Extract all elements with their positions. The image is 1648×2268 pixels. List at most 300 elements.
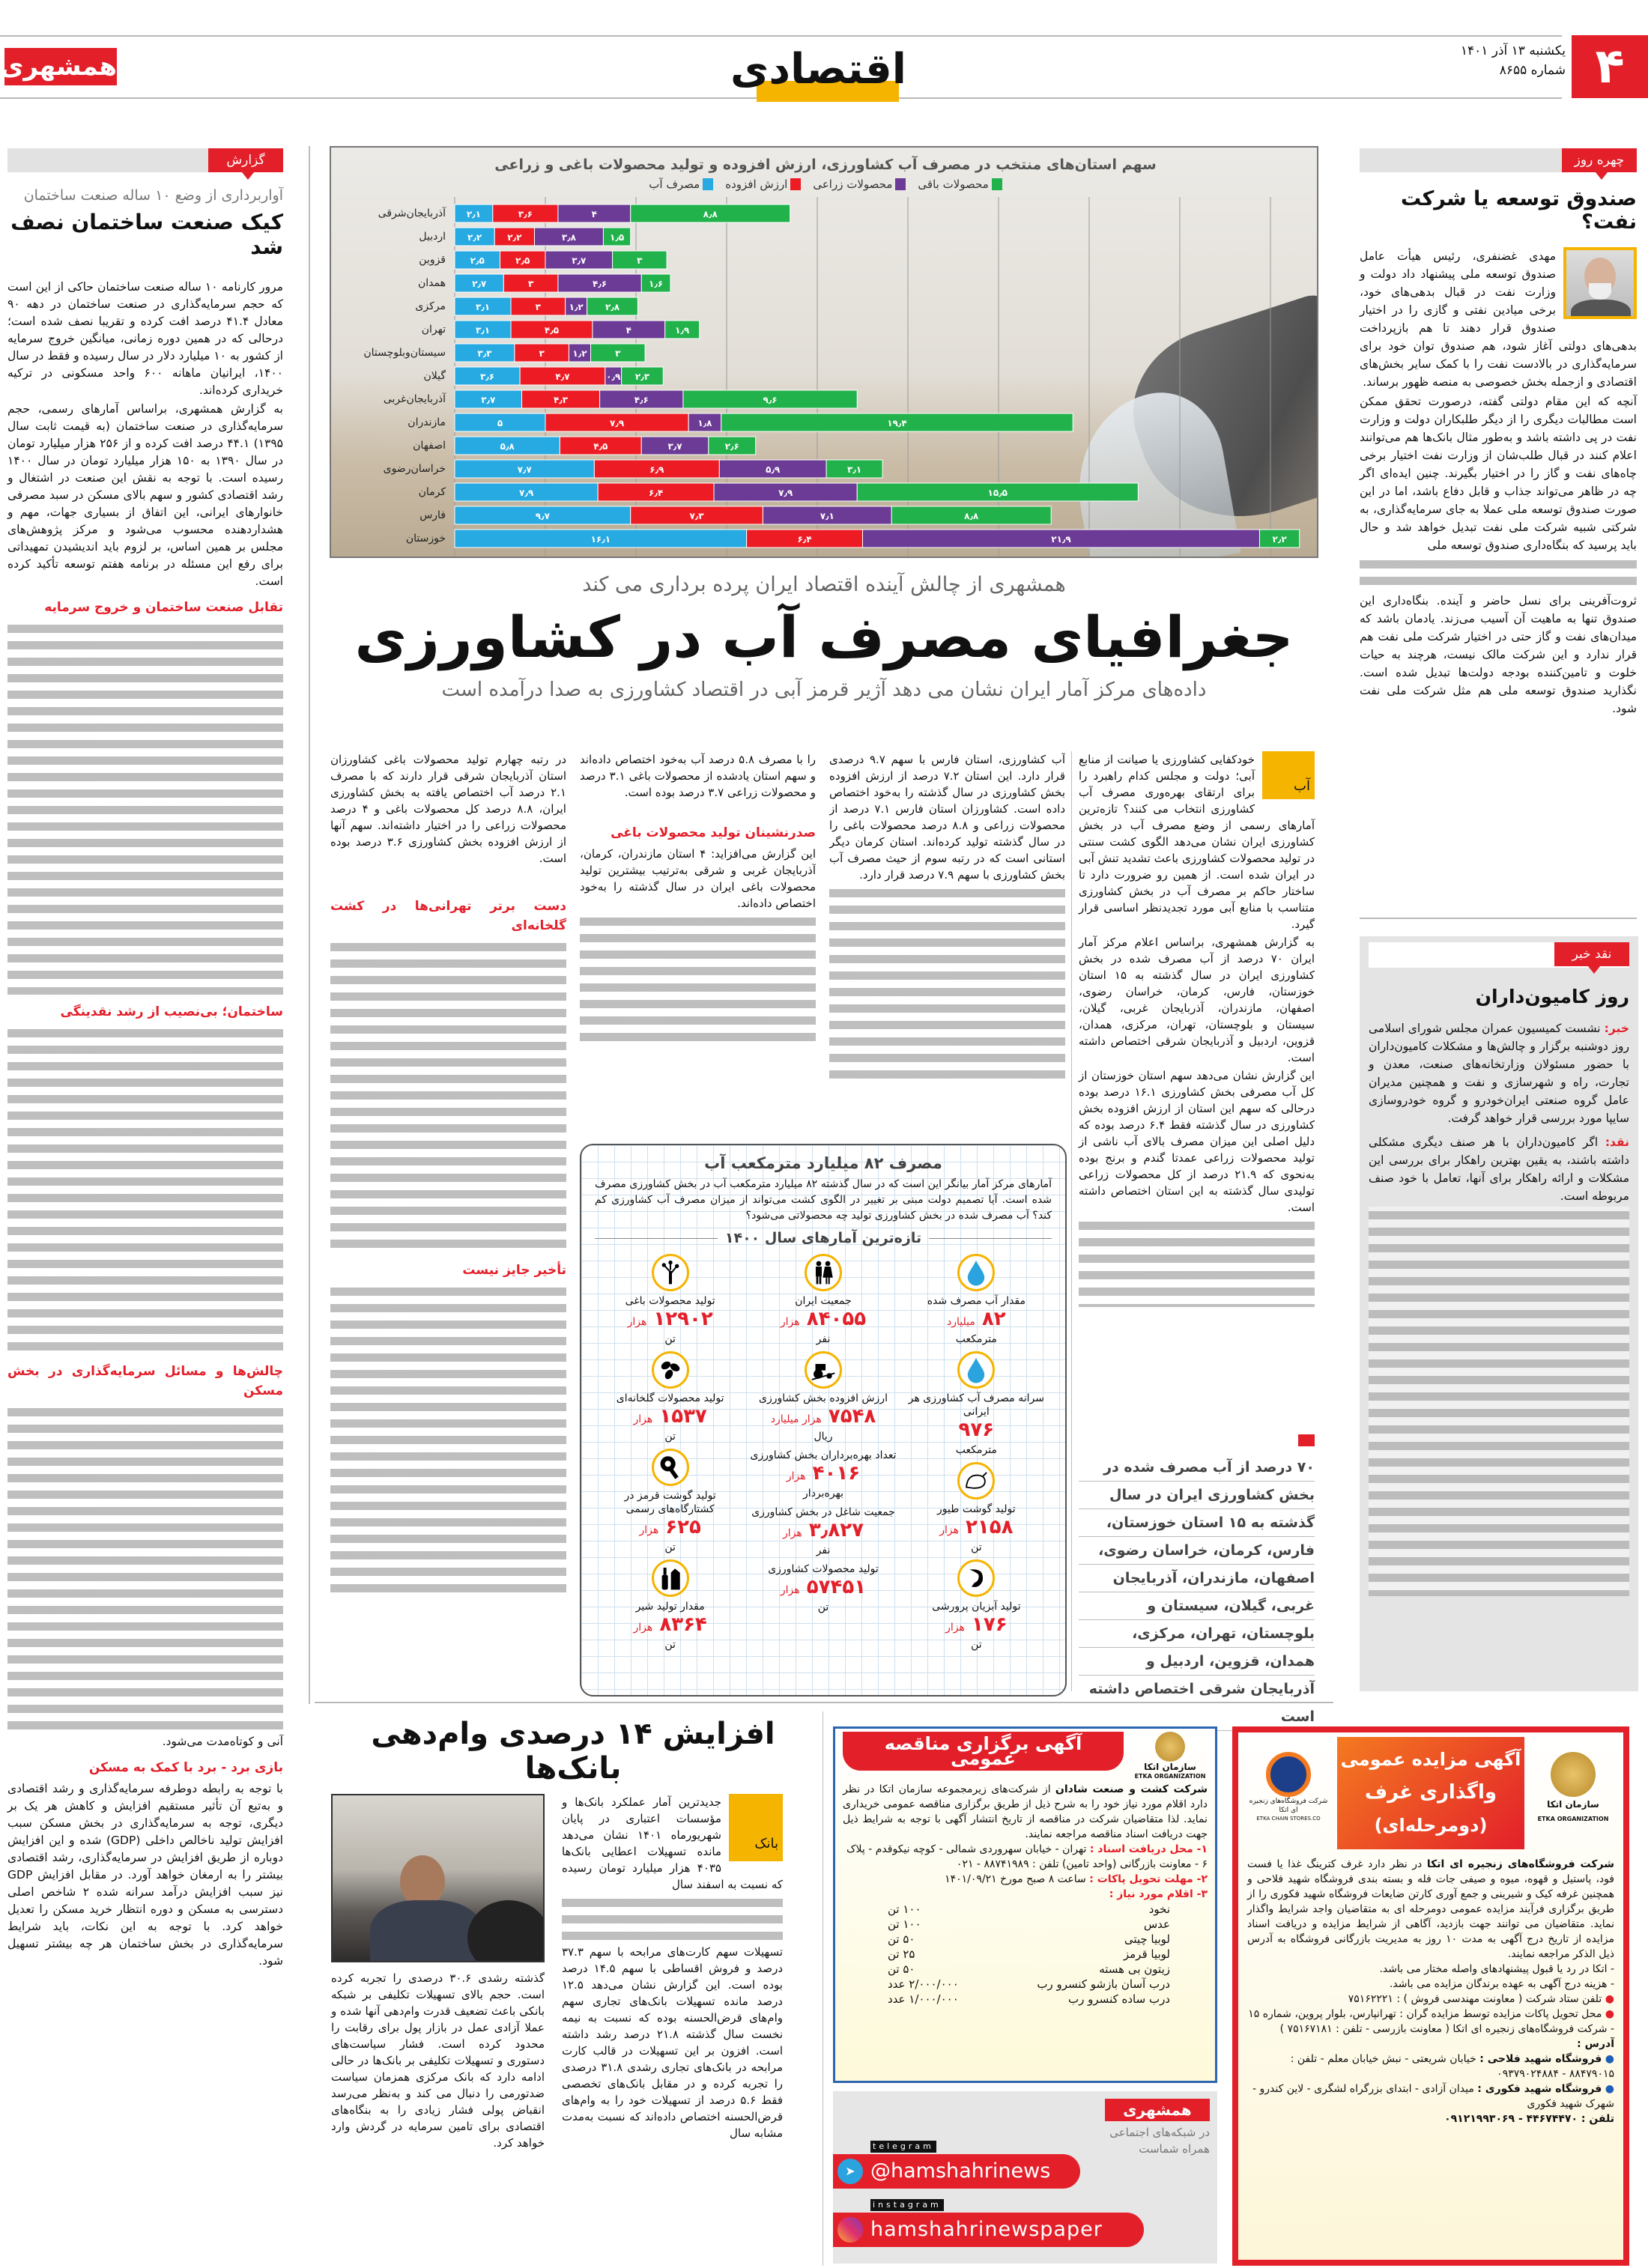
- article-paragraph: آب کشاورزی، استان فارس با سهم ۹.۷ درصدی قرار دارد. این استان ۷.۲ درصد از ارزش افزوده بخش کشاورزی در سال گذشته را به‌خود اختصاص داده است. کشاورزان استان فارس ۷.۱ درصد از محصولات زراعی و ۸.۸ درصد محصولات باغی را در سال گذشته تولید کرده‌اند. استان کرمان دیگر استانی است که در رتبه سوم از حیث مصرف آب بخش کشاورزی با سهم ۷.۹ درصد قرار دارد.: [829, 753, 1065, 882]
- headline-title: جغرافیای مصرف آب در کشاورزی: [354, 604, 1294, 670]
- stat-unit-prefix: هزار: [945, 1622, 965, 1634]
- article-column-2: [580, 751, 816, 1137]
- stat-value-row: [595, 1308, 745, 1333]
- etka-logo-text-en: ETKA ORGANIZATION: [1134, 1773, 1206, 1780]
- auction-title-line: آگهی مزایده عمومی: [1340, 1749, 1521, 1770]
- article-subhead: صدرنشینان تولید محصولات باغی: [611, 825, 816, 840]
- bar-value-label: ۱٫۶: [649, 279, 664, 289]
- bar-value-label: ۱۶٫۱: [590, 534, 611, 545]
- stat-unit: مترمکعب: [955, 1333, 997, 1345]
- stat-unit-prefix: هزار: [939, 1524, 959, 1536]
- left-paragraph: آنی و کوتاه‌مدت می‌شود.: [162, 1735, 283, 1748]
- infographic-box: [580, 1144, 1067, 1697]
- auction-intro: در نظر دارد غرف کترینگ غذا یا فست فود، پاستیل و قهوه، میوه و صیفی جات فله و بسته بندی فروشگاه شهید فلاحی و همچنین غرفه کیک و شیرینی و جمع آوری کارتن ضایعات فروشگاه شهید فکوری را از طریق برگزاری فرآیند مزایده عمومی دومرحله ای به متقاضیان واجد شرایط واگذار نماید. متقاضیان می توانند جهت بازدید، آگاهی از شرایط مزایده و دریافت اسناد مزایده از تاریخ درج آگهی به مدت ۱۰ روز به مدیریت بازرگانی فروشگاه به آدرس ذیل الذکر مراجعه نمایند.: [1247, 1858, 1614, 1960]
- bar-value-label: ۳: [637, 255, 643, 266]
- category-label: خراسان‌رضوی: [383, 463, 446, 475]
- face-of-day-title: صندوق توسعه یا شرکت نفت؟: [1401, 187, 1637, 234]
- water-drop-icon: [957, 1351, 995, 1389]
- infobox-intro: آمارهای مرکز آمار بیانگر این است که در سال گذشته ۸۲ میلیارد مترمکعب آب در بخش کشاورزی مصرف شده است. آیا تصمیم دولت مبنی بر تغییر در الگوی کشت می‌تواند از میزان مصرف آب کشاورزی کم کند؟ آب مصرف شده در بخش کشاورزی تولید چه محصولاتی می‌شود؟: [595, 1178, 1052, 1222]
- tender-item-label: ۳- اقلام مورد نیاز :: [1109, 1888, 1208, 1900]
- bar-value-label: ۴٫۶: [634, 395, 649, 405]
- tender-item-text: ساعت ۸ صبح مورخ ۱۴۰۱/۰۹/۲۱: [945, 1873, 1086, 1885]
- category-label: مازندران: [408, 416, 446, 428]
- fish-icon: [957, 1559, 995, 1597]
- hamshahri-logo: همشهری: [4, 48, 117, 85]
- bar-value-label: ۴: [625, 325, 631, 336]
- pullquote-text: ۷۰ درصد از آب مصرف شده در بخش کشاورزی ایران در سال گذشته به ۱۵ استان خوزستان، فارس، کرمان، خراسان رضوی، اصفهان، مازندران، آذربایجان غربی، گیلان، سیستان و بلوچستان، تهران، مرکزی، همدان، قزوین، اردبیل و آذربایجان شرقی اختصاص داشته است: [1079, 1454, 1315, 1731]
- bar-value-label: ۵: [497, 418, 503, 428]
- bar-value-label: ۹٫۷: [535, 511, 550, 521]
- tender-item-qty: ۵۰ تن: [888, 1962, 915, 1976]
- stat-unit-prefix: هزار: [627, 1316, 647, 1328]
- tender-item-row: [888, 1992, 1170, 2007]
- water-drop-icon: [957, 1254, 995, 1291]
- unreadable-text-block: [7, 1025, 283, 1354]
- tractor-icon: [805, 1351, 842, 1389]
- left-subhead: تقابل صنعت ساختمان و خروج سرمایه: [44, 600, 283, 615]
- news-critique-box: [1360, 936, 1638, 1691]
- stat-label: مقدار تولید شیر: [635, 1601, 705, 1613]
- left-subhead: بازی برد - برد با کمک به مسکن: [88, 1760, 283, 1775]
- stat-unit: تن: [664, 1333, 676, 1345]
- bar-value-label: ۳٫۸: [561, 232, 577, 243]
- legend-label: ارزش افزوده: [725, 178, 788, 191]
- stat-value: ۶۲۵: [665, 1516, 701, 1538]
- bar-value-label: ۷٫۷: [517, 464, 532, 475]
- column-divider: [309, 146, 310, 1704]
- bar-value-label: ۳٫۷: [572, 255, 587, 266]
- bank-photo: [331, 1794, 545, 1962]
- bar-value-label: ۲٫۲: [507, 232, 522, 243]
- instagram-icon: [837, 2217, 863, 2243]
- stat-label: جمعیت ایران: [795, 1295, 852, 1307]
- stat-unit-prefix: هزار: [780, 1316, 800, 1328]
- stat-value-row: [901, 1308, 1052, 1333]
- bar-value-label: ۹٫۶: [763, 395, 778, 405]
- stat-label: تولید محصولات کشاورزی: [768, 1563, 879, 1575]
- category-label: فارس: [419, 509, 446, 521]
- tender-item-qty: ۵۰ تن: [888, 1932, 915, 1946]
- stat-unit: نفر: [816, 1544, 831, 1556]
- pullquote: [1079, 1434, 1315, 1731]
- stat-value-row: [748, 1462, 898, 1488]
- category-label: سیستان‌وبلوچستان: [363, 347, 446, 359]
- etka-logo-text: سازمان اتکا: [1547, 1799, 1599, 1810]
- bar-value-label: ۰٫۹: [606, 372, 621, 382]
- stat-item: [901, 1462, 1052, 1553]
- bar-value-label: ۳: [535, 302, 541, 312]
- bank-section-tag: بانک: [729, 1794, 783, 1861]
- bar-value-label: ۱۵٫۵: [987, 488, 1008, 498]
- bar-value-label: ۲٫۱: [466, 209, 481, 219]
- social-line-2: همراه شماست: [1139, 2142, 1210, 2156]
- stat-label: سرانه مصرف آب کشاورزی هر ایرانی: [908, 1392, 1044, 1418]
- auction-phone: تلفن ستاد شرکت ( معاونت مهندسی فروش ) : ۷۵۱۶۲۲۲۱: [1348, 1993, 1602, 2005]
- tender-item-qty: ۱/۰۰۰/۰۰۰ عدد: [888, 1992, 959, 2006]
- bar-value-label: ۴٫۵: [544, 325, 560, 336]
- stat-unit-prefix: میلیارد: [947, 1316, 975, 1328]
- infobox-column: [595, 1254, 745, 1657]
- tender-item-name: درب ساده کنسرو رب: [1068, 1992, 1170, 2006]
- etka-chain-emblem-icon: [1266, 1752, 1311, 1797]
- pullquote-marker: [1298, 1434, 1315, 1446]
- page-number: ۴: [1572, 35, 1648, 98]
- bar-value-label: ۳: [615, 348, 621, 359]
- unreadable-text-block: [562, 1894, 783, 1944]
- critique-title: روز کامیون‌داران: [1475, 986, 1629, 1007]
- social-media-box: [833, 2091, 1217, 2264]
- infobox-title: مصرف ۸۲ میلیارد مترمکعب آب: [704, 1154, 942, 1172]
- unreadable-text-block: [829, 885, 1065, 1079]
- bank-headline: افزایش ۱۴ درصدی وام‌دهی بانک‌ها: [371, 1717, 775, 1786]
- article-paragraph: این گزارش نشان می‌دهد سهم استان خوزستان از کل آب مصرفی بخش کشاورزی ۱۶.۱ درصد بوده درحالی که سهم این استان از ارزش افزوده بخش کشاورزی در سال گذشته فقط ۶.۴ درصد بوده که دلیل اصلی این میزان مصرف بالای آب ناشی از تولید محصولات زراعی عمدتا گندم و برنج بوده به‌نحوی که ۲۱.۹ درصد از کل محصولات زراعی تولیدی سال گذشته به این استان اختصاص داشته است.: [1079, 1069, 1315, 1214]
- stat-value: ۱۲۹۰۲: [653, 1308, 713, 1330]
- tender-item-row: [888, 1947, 1170, 1962]
- bar-value-label: ۱٫۹: [675, 325, 690, 336]
- stat-unit-prefix: هزار: [782, 1527, 802, 1539]
- auction-address-label: آدرس :: [1577, 2038, 1614, 2050]
- tender-item-name: نخود: [1148, 1902, 1170, 1916]
- left-article-title: کیک صنعت ساختمان نصف شد: [10, 210, 283, 259]
- stat-unit-prefix: هزار: [639, 1524, 659, 1536]
- category-label: اردبیل: [419, 231, 446, 243]
- category-label: همدان: [418, 277, 446, 289]
- face-of-day-tag: چهره روز: [1562, 148, 1637, 172]
- bar-value-label: ۷٫۱: [820, 511, 834, 521]
- left-paragraph: به گزارش همشهری، براساس آمارهای رسمی، حجم سرمایه‌گذاری در صنعت ساختمان (به قیمت ثابت سال ۱۳۹۵) ۴۴.۱ درصد افت کرده و از ۲۵۶ هزار میلیارد تومان در سال ۱۳۹۰ به ۱۵۰ هزار میلیارد تومان در سال ۱۴۰۰ رسیده است. با توجه به نقش این صنعت در اشتغال و رشد اقتصادی کشور و سهم بالای مسکن در سبد مصرفی خانوارهای ایرانی، این اتفاق از بسیاری جهات، مهم و هشداردهنده محسوب می‌شود و مرکز پژوهش‌های مجلس بر همین اساس، بر لزوم باید اندیشیدن تمهیداتی برای رفع این مسئله در برنامه هفتم توسعه تأکید کرده است.: [7, 402, 283, 588]
- bar-value-label: ۱٫۸: [697, 418, 712, 428]
- bar-value-label: ۲٫۸: [605, 302, 620, 312]
- category-label: کرمان: [418, 486, 446, 498]
- bar-value-label: ۷٫۹: [610, 418, 625, 428]
- bank-paragraph: گذشته رشدی ۳۰.۶ درصدی را تجربه کرده است. حجم بالای تسهیلات تکلیفی بر شبکه بانکی باعث تضعیف قدرت وام‌دهی آنها شده و عملا آزادی عمل در بازار پول برای رقابت را محدود کرده است. فشار سیاست‌های دستوری و تسهیلات تکلیفی بر بانک‌ها در حالی ادامه دارد که بانک مرکزی همزمان سیاست ضدتورمی را دنبال می کند و به‌نظر می‌رسد انقباض پولی فشار زیادی را به بنگاه‌های اقتصادی برای تامین سرمایه در گردش وارد خواهد کرد.: [331, 1971, 545, 2150]
- stat-label: جمعیت شاغل در بخش کشاورزی: [751, 1506, 895, 1518]
- bank-paragraph: جدیدترین آمار عملکرد بانک‌ها و مؤسسات اعتباری در پایان شهریورماه ۱۴۰۱ نشان می‌دهد مانده تسهیلات اعطایی بانک‌ها ۴۰۳۵ هزار میلیارد تومان رسیده که نسبت به اسفند سال: [562, 1795, 783, 1891]
- chart-panel: [330, 146, 1318, 558]
- stat-item: [748, 1506, 898, 1556]
- left-paragraph: مرور کارنامه ۱۰ ساله صنعت ساختمان حاکی از این است که حجم سرمایه‌گذاری در صنعت ساختمان در دهه ۹۰ معادل ۴۱.۴ درصد افت کرده و تقریبا نصف شده است؛ درحالی که در همین دوره زمانی، میانگین خروج سرمایه از کشور به ۱۰ میلیارد دلار در سال رسیده و فقط در سال ۱۴۰۰، ایرانیان ماهانه ۶۰۰ واحد مسکونی در ترکیه خریداری کرده‌اند.: [7, 280, 283, 397]
- people-icon: [805, 1254, 842, 1291]
- stat-unit: تن: [664, 1431, 676, 1443]
- category-label: آذربایجان‌شرقی: [378, 207, 446, 219]
- bar-value-label: ۷٫۹: [778, 488, 793, 498]
- stat-value: ۹۷۶: [958, 1419, 995, 1441]
- bar-value-label: ۲۱٫۹: [1051, 534, 1071, 545]
- news-text: نشست کمیسیون عمران مجلس شورای اسلامی روز دوشنبه برگزار و چالش‌ها و مشکلات کامیون‌داران با حضور مسئولان وزارتخانه‌های صنعت، معدن و تجارت، راه و شهرسازی و نفت و همچنین مدیران عامل گروه صنعتی ایران‌خودرو و گروه خودروسازی سایپا مورد بررسی قرار خواهد گرفت.: [1369, 1022, 1629, 1125]
- etka-emblem-icon: [1155, 1732, 1185, 1762]
- stacked-bar-chart: [331, 148, 1318, 558]
- stat-unit-prefix: هزار: [633, 1413, 653, 1425]
- right-divider: [1360, 918, 1637, 919]
- stat-unit-prefix: هزار: [786, 1470, 806, 1482]
- legend-label: محصولات باقی: [918, 178, 989, 191]
- header-top-rule: [0, 35, 1562, 37]
- article-subhead: دست برتر تهرانی‌ها در کشت گلخانه‌ای: [330, 899, 566, 933]
- stat-value-row: [748, 1519, 898, 1544]
- bar-value-label: ۶٫۴: [649, 488, 664, 498]
- stat-item: [901, 1559, 1052, 1651]
- tender-ad: [833, 1726, 1217, 2083]
- category-label: اصفهان: [413, 440, 446, 452]
- stat-unit-prefix: هزار: [633, 1622, 653, 1634]
- bullet-icon: ●: [1605, 2008, 1614, 2020]
- tender-item-name: زیتون بی هسته: [1099, 1962, 1170, 1976]
- left-subhead: چالش‌ها و مسائل سرمایه‌گذاری در بخش مسکن: [7, 1364, 283, 1398]
- stat-value: ۸۴۰۵۵: [806, 1308, 867, 1330]
- bullet-icon: ●: [1605, 2083, 1614, 2095]
- bar-value-label: ۲٫۷: [472, 279, 487, 289]
- left-subhead: ساختمان؛ بی‌نصیب از رشد نقدینگی: [60, 1004, 283, 1019]
- article-paragraph: به گزارش همشهری، براساس اعلام مرکز آمار ایران ۷۰ درصد از آب مصرف شده در بخش کشاورزی ایران در سال گذشته به ۱۵ استان خوزستان، فارس، کرمان، خراسان رضوی، اصفهان، مازندران، آذربایجان غربی، گیلان، سیستان و بلوچستان، تهران، مرکزی، همدان، قزوین، اردبیل و آذربایجان شرقی اختصاص داشته است.: [1079, 936, 1315, 1064]
- bar-value-label: ۲٫۲: [467, 232, 482, 243]
- bullet-icon: ●: [1605, 2053, 1614, 2065]
- tender-item-name: لوبیا چیتی: [1124, 1932, 1170, 1946]
- bar-value-label: ۳٫۶: [479, 372, 495, 382]
- tender-item-qty: ۲/۰۰۰/۰۰۰ عدد: [888, 1977, 959, 1991]
- bar-value-label: ۷٫۹: [519, 488, 534, 498]
- stat-label: تولید محصولات گلخانه‌ای: [616, 1392, 724, 1404]
- tender-company: شرکت کشت و صنعت شادان: [1055, 1783, 1208, 1795]
- stat-unit: نفر: [816, 1333, 831, 1345]
- stat-value: ۸۳۶۴: [659, 1613, 707, 1636]
- unreadable-text-block: [7, 620, 283, 995]
- stat-label: تولید محصولات باغی: [625, 1295, 715, 1307]
- bar-value-label: ۳٫۱: [475, 325, 491, 336]
- stat-value: ۱۵۳۷: [659, 1405, 707, 1428]
- instagram-label: instagram: [870, 2199, 944, 2211]
- stat-label: تولید گوشت قرمز در کشتارگاه‌های رسمی: [624, 1490, 716, 1515]
- chicken-icon: [957, 1462, 995, 1500]
- legend-label: مصرف آب: [649, 178, 700, 191]
- unreadable-text-block: [1360, 556, 1637, 592]
- store-address: میدان آزادی - ابتدای بزرگراه لشگری - لاین کندرو - شهرک شهید فکوری: [1252, 2083, 1614, 2110]
- tender-item-name: لوبیا قرمز: [1123, 1947, 1170, 1961]
- stat-value: ۷۵۴۸: [828, 1405, 876, 1428]
- bar-value-label: ۳٫۷: [481, 395, 496, 405]
- stat-unit: تن: [664, 1639, 676, 1651]
- leaves-icon: [652, 1351, 689, 1389]
- critique-tag-bar: [1369, 942, 1629, 968]
- bar-value-label: ۲٫۳: [634, 372, 650, 382]
- stat-value: ۲۱۵۸: [966, 1516, 1014, 1538]
- stat-value-row: [748, 1576, 898, 1601]
- etka-logo-text: سازمان اتکا: [1144, 1762, 1196, 1772]
- bar-value-label: ۱٫۵: [610, 232, 625, 243]
- category-label: مرکزی: [415, 300, 446, 312]
- headline-kicker: همشهری از چالش آینده اقتصاد ایران پرده برداری می کند: [582, 573, 1066, 596]
- category-label: قزوین: [419, 254, 446, 266]
- article-column-4: [1079, 751, 1315, 1307]
- legend-label: محصولات زراعی: [813, 178, 893, 191]
- bar-value-label: ۳٫۱: [475, 302, 491, 312]
- article-paragraph: خودکفایی کشاورزی یا صیانت از منابع آبی؛ دولت و مجلس کدام راهبرد را برای ارتقای بهره‌وری مصرف آب کشاورزی انتخاب می کنند؟ تازه‌ترین آمارهای رسمی از وضع مصرف آب در بخش کشاورزی ایران نشان می‌دهد الگوی کشت سنتی در تولید محصولات کشاورزی باعث تشدید تنش آبی در ایران شده است. از همین رو ضرورت دارد تا ساختار حاکم بر مصرف آب در بخش کشاورزی متناسب با منابع آبی مورد تجدیدنظر اساسی قرار گیرد.: [1079, 753, 1315, 931]
- stat-item: [595, 1449, 745, 1553]
- stat-value-row: [901, 1516, 1052, 1541]
- infobox-column: [748, 1254, 898, 1657]
- bar-value-label: ۳: [527, 279, 534, 289]
- stat-label: تولید گوشت طیور: [937, 1503, 1016, 1515]
- article-subhead: تأخیر جایز نیست: [462, 1263, 566, 1278]
- instagram-link[interactable]: [833, 2213, 1144, 2247]
- telegram-label: telegram: [870, 2141, 936, 2153]
- category-label: خوزستان: [405, 533, 446, 545]
- etka-logo: [1133, 1732, 1208, 1780]
- etka-emblem-icon: [1551, 1752, 1596, 1797]
- unreadable-text-block: [7, 1404, 283, 1733]
- bar-value-label: ۴٫۵: [593, 441, 608, 452]
- stat-value: ۸۲: [981, 1308, 1006, 1330]
- auction-delivery: محل تحویل پاکات مزایده توسط مزایده گران : تهرانپارس، بلوار پروین، شماره ۱۵ - شرکت فروشگاه‌های زنجیره ای اتکا ( معاونت بازرسی - تلفن : ۷۵۱۶۷۱۸۱ ): [1248, 2008, 1614, 2035]
- bar-value-label: ۵٫۹: [766, 464, 781, 475]
- bar-value-label: ۳٫۱: [847, 464, 862, 475]
- etka-chain-logo-text-en: ETKA CHAIN STORES.CO: [1256, 1816, 1321, 1822]
- right-tag-bar: [1360, 148, 1637, 172]
- tender-item-qty: ۱۰۰ تن: [888, 1902, 921, 1916]
- etka-logo-text-en: ETKA ORGANIZATION: [1537, 1816, 1609, 1822]
- stat-item: [748, 1562, 898, 1613]
- article-paragraph: در رتبه چهارم تولید محصولات باغی کشاورزان استان آذربایجان شرقی قرار دارند که با مصرف ۲.۱ درصد آب اختصاص یافته به بخش کشاورزی ایران، ۸.۸ درصد کل محصولات باغی و ۴ درصد محصولات زراعی را در اختیار داشته‌اند. سهم آنها از ارزش افزوده بخش کشاورزی ۳.۶ درصد بوده است.: [330, 753, 566, 865]
- milk-icon: [652, 1559, 689, 1597]
- bar-value-label: ۱۹٫۴: [887, 418, 907, 428]
- stat-label: مقدار آب مصرف شده: [927, 1295, 1026, 1307]
- auction-ad: [1232, 1726, 1629, 2266]
- infobox-column: [901, 1254, 1052, 1657]
- stat-item: [901, 1254, 1052, 1345]
- report-tag: گزارش: [208, 148, 283, 172]
- bar-value-label: ۴٫۶: [593, 279, 608, 289]
- face-paragraph: ثروت‌آفرینی برای نسل حاضر و آینده. بنگاه‌داری این صندوق تنها به ماهیت آن آسیب می‌زند. یادمان باشد که میدان‌های نفت و گاز حتی در اختیار شرکت ملی نفت هم قرار ندارد و این شرکت مالک نیست، هرچند به حیات خلوت و تامین‌کننده بودجه دولت‌ها تبدیل شده است. نگذارید صندوق توسعه ملی هم مثل شرکت ملی نفت شود.: [1360, 594, 1637, 715]
- auction-title-line: (دومرحله‌ای): [1374, 1815, 1488, 1836]
- auction-title-line: واگذاری غرف: [1364, 1781, 1497, 1804]
- left-article-kicker: آواربرداری از وضع ۱۰ ساله صنعت ساختمان: [23, 187, 283, 204]
- tender-item-label: ۲- مهلت تحویل پاکات :: [1089, 1873, 1208, 1885]
- left-article: [7, 187, 283, 1971]
- section-title: [730, 42, 906, 109]
- stat-value-row: [595, 1516, 745, 1541]
- stat-value: ۳٫۸۲۷: [808, 1519, 864, 1541]
- auction-note: - اتکا در رد یا قبول پیشنهادهای واصله مختار می باشد.: [1379, 1963, 1614, 1975]
- tender-item-qty: ۱۰۰ تن: [888, 1917, 921, 1931]
- critique-tag: نقد خبر: [1554, 942, 1629, 966]
- bar-value-label: ۶٫۹: [649, 464, 664, 475]
- etka-logo: [1532, 1737, 1614, 1827]
- bar-value-label: ۱٫۲: [572, 348, 587, 359]
- instagram-handle: hamshahrinewspaper: [870, 2218, 1103, 2241]
- face-paragraph: آنچه که این مقام دولتی گفته، درصورت تحقق ممکن است مطالبات دیگری را از دیگر طلبکاران دولت و وزارت نفت در پی داشته باشد و به‌طور مثال بانک‌ها هم می‌توانند اعلام کنند در قبال طلب‌شان از وزارت نفت اختیار برخی چاه‌های نفت و گاز را در اختیار بگیرند. چنین ایده‌ای اگر چه در ظاهر می‌تواند جذاب و قابل دفاع باشد، اما در این صورت صندوق توسعه ملی عملا به جای سرمایه‌گذاری، به شرکتی شبیه شرکت ملی نفت تبدیل خواهد شد و حال باید پرسید که بنگاه‌داری صندوق توسعه ملی: [1360, 395, 1637, 552]
- stat-label: ارزش افزوده بخش کشاورزی: [759, 1392, 888, 1404]
- article-column-1: [330, 751, 566, 1691]
- category-label: تهران: [421, 324, 446, 336]
- bar-value-label: ۳٫۶: [518, 209, 533, 219]
- stat-item: [748, 1449, 898, 1500]
- section-divider: [315, 1702, 1333, 1703]
- infobox-subtitle-row: [595, 1228, 1052, 1248]
- store-name: فروشگاه شهید فکوری :: [1477, 2083, 1602, 2095]
- auction-company: شرکت فروشگاه‌های زنجیره ای اتکا: [1426, 1858, 1614, 1870]
- tender-item-row: [888, 1932, 1170, 1947]
- face-paragraph: مهدی غضنفری، رئیس هیأت عامل صندوق توسعه ملی پیشنهاد داد دولت و وزارت نفت در قبال بدهی‌های خود، برخی میادین نفتی و گازی را در اختیار صندوق قرار دهند تا هم بازپرداخت بدهی‌های دولتی آغاز شود، هم صندوق توان خود برای سرمایه‌گذاری در بالادست نفت را با کمک سایر بخش‌های اقتصادی و ازجمله بخش خصوصی به منصه ظهور برساند.: [1360, 249, 1637, 389]
- telegram-handle: @hamshahrinews: [870, 2159, 1051, 2183]
- unreadable-text-block: [330, 939, 566, 1253]
- bar-value-label: ۳: [539, 348, 545, 359]
- tender-item-row: [888, 1902, 1170, 1917]
- critique-label: نقد:: [1605, 1135, 1629, 1149]
- stat-item: [748, 1254, 898, 1345]
- bank-column-b: [331, 1970, 545, 2153]
- bar-value-label: ۸٫۸: [964, 511, 979, 521]
- left-tag-bar: [7, 148, 283, 172]
- bank-column-a: [562, 1794, 783, 2143]
- bar-value-label: ۷٫۳: [689, 511, 704, 521]
- tender-intro: از شرکت‌های زیرمجموعه سازمان اتکا در نظر دارد اقلام مورد نیاز خود را به شرح ذیل از طریق برگزاری مناقصه عمومی خریداری نماید. لذا متقاضیان شرکت در مناقصه از تاریخ انتشار آگهی با توجه به شرایط ذیل جهت دریافت اسناد مناقصه مراجعه نمایند.: [843, 1783, 1208, 1840]
- stat-value-row: [748, 1405, 898, 1431]
- issue-date: یکشنبه ۱۳ آذر ۱۴۰۱: [1460, 43, 1566, 58]
- article-column-3: [829, 751, 1065, 1137]
- unreadable-text-block: [1079, 1217, 1315, 1307]
- store-address: خیابان شریعتی - نبش خیابان معلم - تلفن : ۸۸۴۷۹۰۱۵ - ۰۹۳۷۹۰۲۴۸۸۴: [1290, 2053, 1614, 2080]
- bar-value-label: ۴٫۷: [555, 372, 570, 382]
- social-line-1: در شبکه‌های اجتماعی: [1109, 2126, 1210, 2139]
- bar-value-label: ۲٫۲: [1272, 534, 1287, 545]
- column-divider: [1071, 751, 1072, 1691]
- issue-number: شماره ۸۶۵۵: [1499, 63, 1566, 78]
- tender-item-qty: ۲۵ تن: [888, 1947, 915, 1961]
- bar-value-label: ۴٫۳: [553, 395, 569, 405]
- bar-value-label: ۳٫۳: [477, 348, 492, 359]
- social-hamshahri-logo: همشهری: [1105, 2099, 1210, 2121]
- etka-chain-stores-logo: [1247, 1737, 1330, 1822]
- stat-unit: تن: [664, 1541, 676, 1553]
- tender-item-row: [888, 1917, 1170, 1932]
- bank-paragraph: تسهیلات سهم کارت‌های مرابحه با سهم ۳۷.۳ درصد و فروش اقساطی با سهم ۱۴.۵ درصد بوده است. این گزارش نشان می‌دهد ۱۲.۵ درصد مانده تسهیلات بانک‌های تجاری سهم وام‌های قرض‌الحسنه بوده که نسبت به نیمه نخست سال گذشته ۲۱.۸ درصد رشد داشته است. افزون بر این تسهیلات در قالب کارت مرابحه در بانک‌های تجاری رشدی ۳۱.۸ درصدی را تجربه کرده و در مقابل بانک‌های تخصصی فقط ۵.۶ درصد از تسهیلات خود را به وام‌های قرض‌الحسنه اختصاص داده‌اند که نسبت به‌مدت مشابه سال: [562, 1945, 784, 2140]
- stat-item: [595, 1254, 745, 1345]
- main-headline-block: [330, 573, 1318, 701]
- stat-unit-prefix: هزار: [780, 1584, 800, 1596]
- infobox-stats-grid: [595, 1254, 1052, 1657]
- stat-label: تولید آبزیان پرورشی: [932, 1601, 1021, 1613]
- bar-value-label: ۱٫۲: [569, 302, 584, 312]
- tender-item-name: عدس: [1143, 1917, 1170, 1931]
- store-name: فروشگاه شهید فلاحی :: [1479, 2053, 1602, 2065]
- stat-unit: بهره‌بردار: [803, 1488, 843, 1500]
- telegram-link[interactable]: [833, 2154, 1080, 2189]
- telegram-icon: ➤: [837, 2159, 863, 2184]
- auction-ad-title: [1337, 1737, 1524, 1849]
- stat-unit: تن: [971, 1639, 982, 1651]
- unreadable-text-block: [1369, 1207, 1629, 1596]
- bullet-icon: ●: [1605, 1993, 1614, 2005]
- stat-unit-prefix: هزار میلیارد: [770, 1413, 822, 1425]
- stat-value-row: [595, 1405, 745, 1431]
- stat-item: [901, 1351, 1052, 1456]
- stat-unit: تن: [971, 1541, 982, 1553]
- unreadable-text-block: [330, 1283, 566, 1598]
- bar-value-label: ۲٫۵: [515, 255, 530, 266]
- stat-value-row: [901, 1419, 1052, 1444]
- headline-deck: داده‌های مرکز آمار ایران نشان می دهد آژیر قرمز آبی در اقتصاد کشاورزی به صدا درآمده است: [441, 679, 1207, 701]
- category-label: گیلان: [423, 370, 446, 382]
- left-paragraph: با توجه به رابطه دوطرفه سرمایه‌گذاری و رشد اقتصادی و به‌تبع آن تأثیر مستقیم افزایش و کاهش هر یک بر دیگری، توجه به سرمایه‌گذاری در بخش مسکن سبب افزایش تولید ناخالص داخلی (GDP) شده و این افزایش دوباره از طریق افزایش در سرمایه‌گذاری، رشد اقتصادی بیشتر را به ارمغان خواهد آورد. در مقابل افزایش GDP نیز سبب افزایش درآمد سرانه شده ۲ شاخص اصلی دسترسی به مسکن و دوره انتظار خرید مسکن را تعدیل خواهد کرد. با توجه به این نکات، باید شرایط سرمایه‌گذاری در بخش ساختمان هر چه بیشتر تسهیل شود.: [7, 1782, 283, 1968]
- stat-item: [748, 1351, 898, 1443]
- tender-item-row: [888, 1977, 1170, 1992]
- stat-value: ۱۷۶: [971, 1613, 1008, 1636]
- stat-unit: تن: [817, 1601, 829, 1613]
- stat-value: ۵۷۴۵۱: [806, 1576, 867, 1598]
- article-paragraph: را با مصرف ۵.۸ درصد آب به‌خود اختصاص داده‌اند و سهم استان یادشده از محصولات باغی ۳.۱ درصد و محصولات زراعی ۳.۷ درصد بوده است.: [580, 753, 816, 799]
- infobox-subtitle: تازه‌ترین آمارهای سال ۱۴۰۰: [724, 1230, 922, 1246]
- tender-item-text: تهران - خیابان سهروردی شمالی - کوچه نیکوقدم - پلاک ۶ - معاونت بازرگانی (واحد تامین) تلفن : ۸۸۷۴۱۹۸۹ - ۰۲۱: [846, 1843, 1208, 1870]
- category-label: آذربایجان‌غربی: [383, 393, 446, 405]
